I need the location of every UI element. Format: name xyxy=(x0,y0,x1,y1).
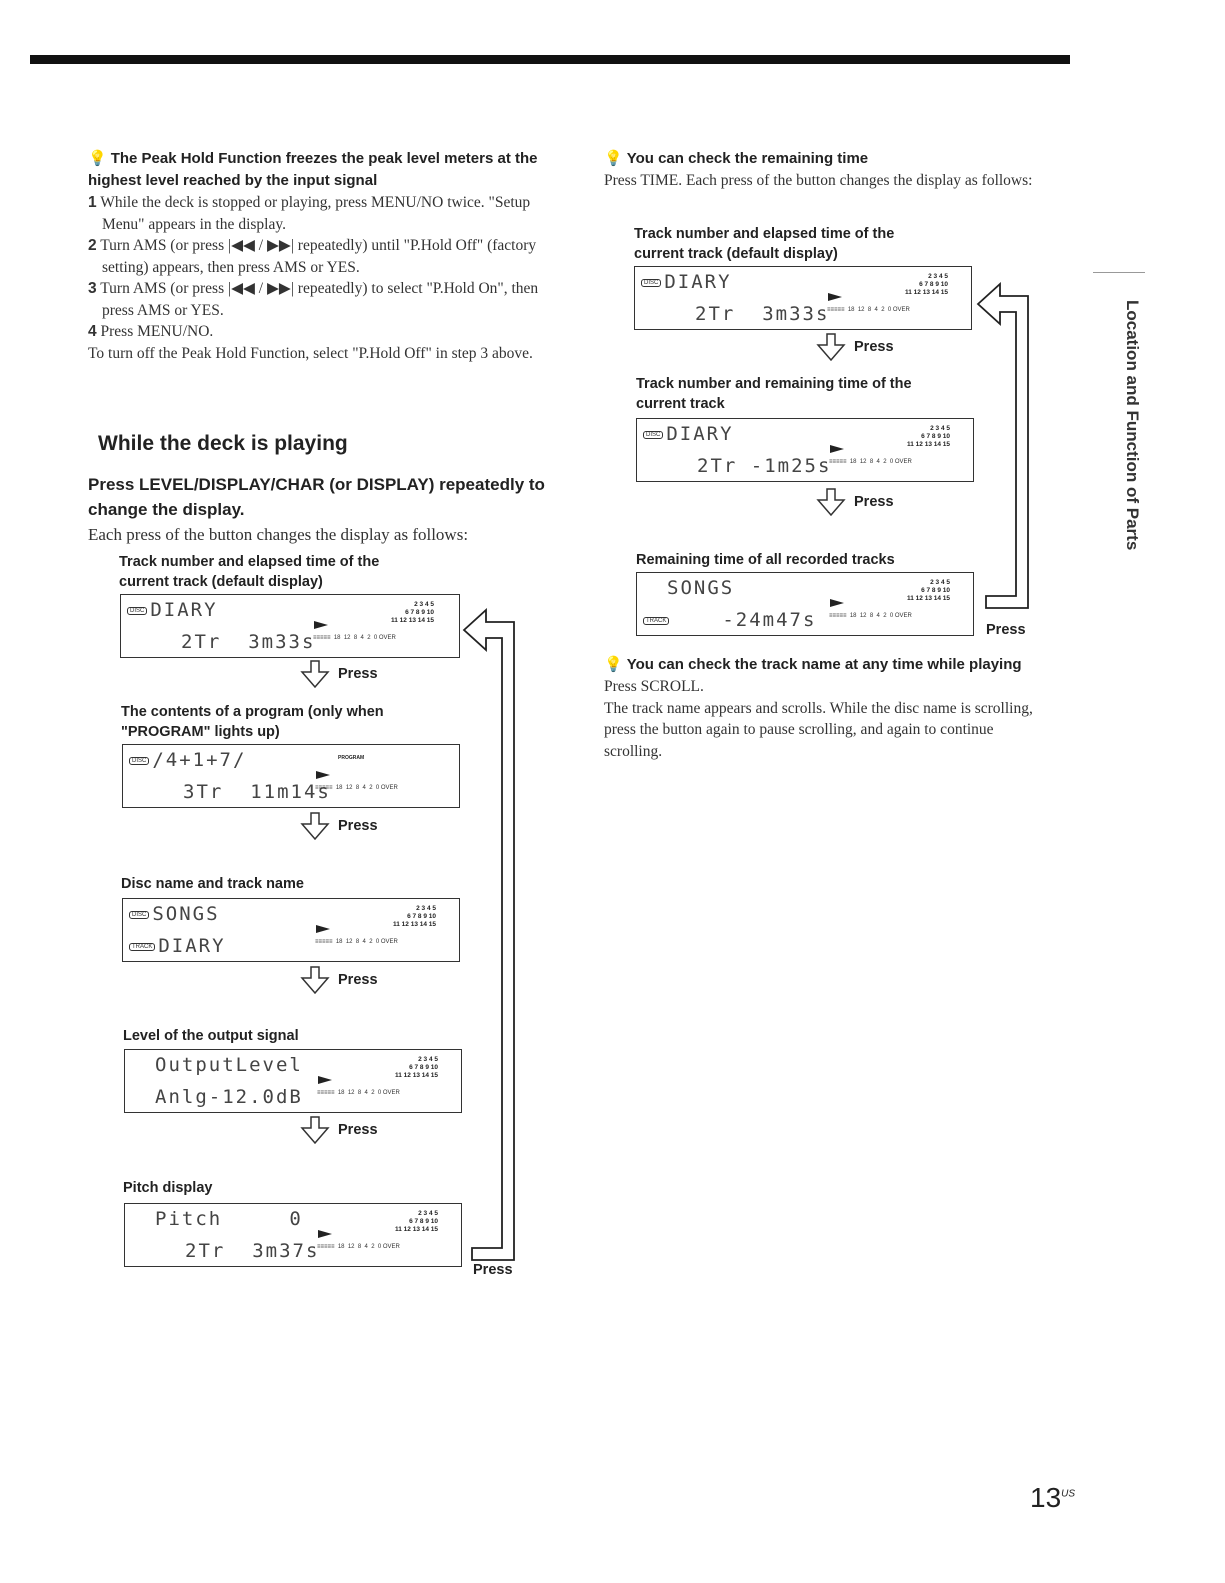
display-line2: -24m47s xyxy=(722,609,817,631)
disc-badge: DISC xyxy=(643,431,663,439)
play-icon xyxy=(316,925,330,933)
down-arrow-icon xyxy=(300,812,330,840)
track-grid: 2 3 4 5 6 7 8 9 10 11 12 13 14 15 xyxy=(393,905,437,928)
display-line2: 2Tr 3m33s xyxy=(181,631,316,653)
display-caption: Remaining time of all recorded tracks xyxy=(636,552,895,568)
lcd-display xyxy=(120,594,460,658)
step-item: 1 While the deck is stopped or playing, press MENU/NO twice. "Setup Menu" appears in the display. xyxy=(88,194,531,233)
lcd-display xyxy=(634,266,972,330)
tip-title: 💡 The Peak Hold Function freezes the peak level meters at the highest level reached by the input signal xyxy=(88,150,538,189)
track-grid: 2 3 4 5 6 7 8 9 10 11 12 13 14 15 xyxy=(395,1210,439,1233)
display-caption: Track number and elapsed time of the current track (default display) xyxy=(634,226,895,262)
tip-title: 💡 You can check the remaining time xyxy=(604,148,1044,170)
press-step: Press xyxy=(300,812,378,840)
press-loop-label: Press xyxy=(473,1262,513,1278)
level-meter: ≡≡≡≡≡ 18 12 8 4 2 0 OVER xyxy=(315,939,398,945)
display-line1: OutputLevel xyxy=(155,1054,303,1076)
lcd-display xyxy=(636,418,974,482)
step-item: 4 Press MENU/NO. xyxy=(88,323,214,340)
level-meter: ≡≡≡≡≡ 18 12 8 4 2 0 OVER xyxy=(317,1090,400,1096)
side-tab xyxy=(1118,300,1148,600)
step-item: 3 Turn AMS (or press |◀◀ / ▶▶| repeatedly) to select "P.Hold On", then press AMS or YES. xyxy=(88,280,539,319)
press-step: Press xyxy=(300,660,378,688)
down-arrow-icon xyxy=(300,660,330,688)
track-grid: 2 3 4 5 6 7 8 9 10 11 12 13 14 15 xyxy=(907,579,951,602)
level-meter: ≡≡≡≡≡ 18 12 8 4 2 0 OVER xyxy=(315,785,398,791)
tip-title: 💡 You can check the track name at any time while playing xyxy=(604,654,1054,676)
disc-badge: DISC xyxy=(129,911,149,919)
peak-hold-note: To turn off the Peak Hold Function, select "P.Hold Off" in step 3 above. xyxy=(88,344,533,362)
press-step: Press xyxy=(816,333,894,361)
track-grid: 2 3 4 5 6 7 8 9 10 11 12 13 14 15 xyxy=(391,601,435,624)
press-step: Press xyxy=(816,488,894,516)
down-arrow-icon xyxy=(816,488,846,516)
loop-arrow xyxy=(462,608,522,1268)
play-icon xyxy=(830,445,844,453)
side-tab-label: Location and Function of Parts xyxy=(1123,300,1142,551)
display-line2: 2Tr -1m25s xyxy=(697,455,832,477)
display-line1: SONGS xyxy=(667,577,735,599)
display-line1: SONGS xyxy=(152,903,220,925)
top-rule xyxy=(30,55,1070,64)
display-caption: The contents of a program (only when "PROGRAM" lights up) xyxy=(121,704,384,740)
display-line1: DIARY xyxy=(664,271,732,293)
display-line2: 2Tr 3m33s xyxy=(695,303,830,325)
play-icon xyxy=(830,599,844,607)
loop-arrow xyxy=(976,282,1040,612)
tip-track-name xyxy=(604,654,1054,762)
play-icon xyxy=(828,293,842,301)
display-caption: Level of the output signal xyxy=(123,1028,299,1044)
track-grid: 2 3 4 5 6 7 8 9 10 11 12 13 14 15 xyxy=(907,425,951,448)
tip-remaining xyxy=(604,148,1044,192)
side-tab-rule xyxy=(1093,272,1145,273)
play-icon xyxy=(316,771,330,779)
play-icon xyxy=(318,1076,332,1084)
display-line2: 2Tr 3m37s xyxy=(185,1240,320,1262)
display-line2: DIARY xyxy=(158,935,226,957)
lcd-display xyxy=(124,1049,462,1113)
display-line1: /4+1+7/ xyxy=(152,749,247,771)
display-line1: DIARY xyxy=(666,423,734,445)
lightbulb-icon: 💡 xyxy=(604,150,623,167)
track-grid: 2 3 4 5 6 7 8 9 10 11 12 13 14 15 xyxy=(395,1056,439,1079)
section-intro: Each press of the button changes the display as follows: xyxy=(88,525,469,544)
tip-body: The track name appears and scrolls. While the disc name is scrolling, press the button again to pause scrolling, and again to continue scrolling. xyxy=(604,699,1033,760)
display-caption: Pitch display xyxy=(123,1180,213,1196)
lightbulb-icon: 💡 xyxy=(88,150,107,167)
disc-badge: DISC xyxy=(641,279,661,287)
play-icon xyxy=(318,1230,332,1238)
level-meter: ≡≡≡≡≡ 18 12 8 4 2 0 OVER xyxy=(829,613,912,619)
display-line2: 3Tr 11m14s xyxy=(183,781,331,803)
track-grid: 2 3 4 5 6 7 8 9 10 11 12 13 14 15 xyxy=(905,273,949,296)
display-line2: Anlg-12.0dB xyxy=(155,1086,303,1108)
play-icon xyxy=(314,621,328,629)
down-arrow-icon xyxy=(300,966,330,994)
display-line1: Pitch 0 xyxy=(155,1208,303,1230)
display-caption: Track number and elapsed time of the current track (default display) xyxy=(119,554,380,590)
level-meter: ≡≡≡≡≡ 18 12 8 4 2 0 OVER xyxy=(313,635,396,641)
press-loop-label: Press xyxy=(986,622,1026,638)
level-meter: ≡≡≡≡≡ 18 12 8 4 2 0 OVER xyxy=(829,459,912,465)
lcd-display xyxy=(122,898,460,962)
press-step: Press xyxy=(300,1116,378,1144)
press-step: Press xyxy=(300,966,378,994)
page-number: $13^{US}$ xyxy=(1030,1482,1076,1513)
track-badge: TRACK xyxy=(643,617,669,625)
display-line1: DIARY xyxy=(150,599,218,621)
down-arrow-icon xyxy=(300,1116,330,1144)
steps-list xyxy=(88,192,548,343)
display-caption: Disc name and track name xyxy=(121,876,304,892)
program-indicator: PROGRAM xyxy=(338,755,365,761)
lcd-display xyxy=(122,744,460,808)
tip-peak-hold xyxy=(88,148,548,364)
section-subheading: Press LEVEL/DISPLAY/CHAR (or DISPLAY) repeatedly to change the display. xyxy=(88,475,545,519)
tip-body: Press SCROLL. xyxy=(604,678,704,695)
track-badge: TRACK xyxy=(129,943,155,951)
level-meter: ≡≡≡≡≡ 18 12 8 4 2 0 OVER xyxy=(317,1244,400,1250)
level-meter: ≡≡≡≡≡ 18 12 8 4 2 0 OVER xyxy=(827,307,910,313)
section-heading: While the deck is playing xyxy=(98,432,348,455)
lcd-display xyxy=(124,1203,462,1267)
disc-badge: DISC xyxy=(129,757,149,765)
step-item: 2 Turn AMS (or press |◀◀ / ▶▶| repeatedly) until "P.Hold Off" (factory setting) appears, then press AMS or YES. xyxy=(88,237,537,276)
disc-badge: DISC xyxy=(127,607,147,615)
tip-body: Press TIME. Each press of the button changes the display as follows: xyxy=(604,172,1033,189)
lightbulb-icon: 💡 xyxy=(604,656,623,673)
down-arrow-icon xyxy=(816,333,846,361)
lcd-display xyxy=(636,572,974,636)
display-caption: Track number and remaining time of the current track xyxy=(636,376,912,412)
